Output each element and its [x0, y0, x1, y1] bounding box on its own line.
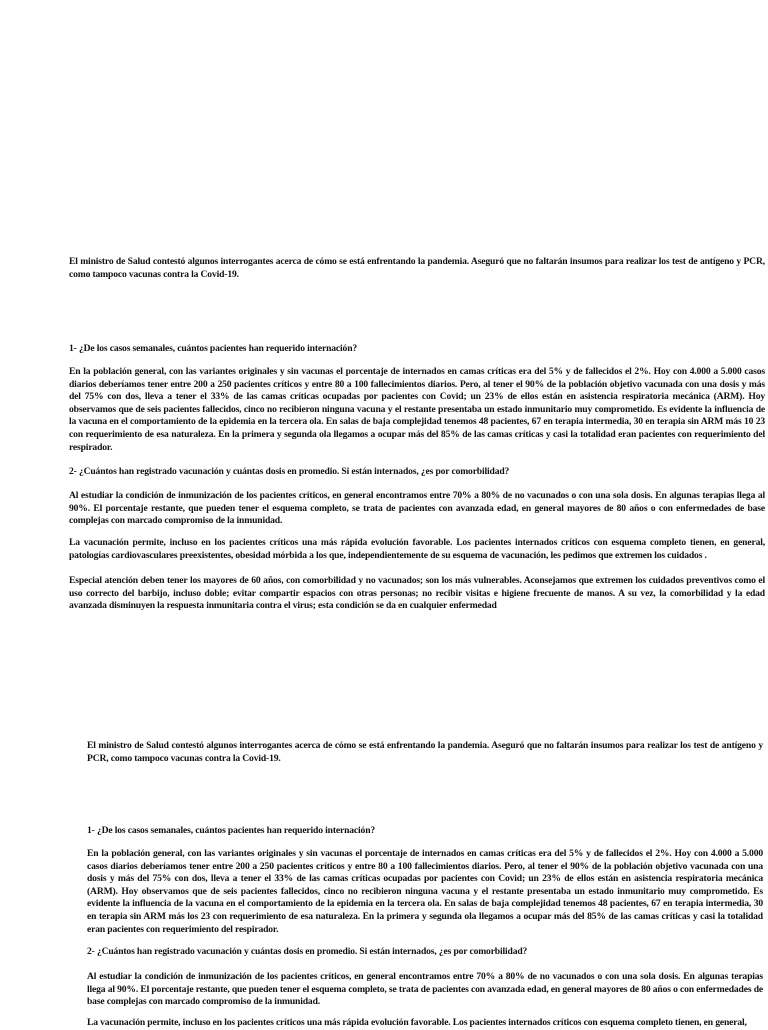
- answer-3-copy: La vacunación permite, incluso en los pacientes críticos una más rápida evolución favorable. Los pacientes internados críticos con esquema completo tienen, en general,: [87, 1017, 747, 1028]
- intro-paragraph: El ministro de Salud contestó algunos interrogantes acerca de cómo se está enfrentando la pandemia. Aseguró que no faltarán insumos para realizar los test de antígeno y PCR, como tampoco vacunas contra la Covid-19.: [69, 256, 765, 280]
- answer-2: Al estudiar la condición de inmunización de los pacientes críticos, en general encontramos entre 70% a 80% de no vacunados o con una sola dosis. En algunas terapias llega al 90%. El porcentaje restante, que pueden tener el esquema completo, se trata de pacientes con avanzada edad, en general mayores de 80 años o con enfermedades de base complejas con marcado compromiso de la inmunidad.: [69, 490, 765, 527]
- question-2: 2- ¿Cuántos han registrado vacunación y cuántas dosis en promedio. Si están internados, ¿es por comorbilidad?: [69, 466, 510, 477]
- answer-4: Especial atención deben tener los mayores de 60 años, con comorbilidad y no vacunados; son los más vulnerables. Aconsejamos que extremen los cuidados preventivos como el uso correcto del barbijo, incluso doble; evitar compartir espacios con otras personas; no recibir visitas e higiene frecuente de manos. A su vez, la comorbilidad y la edad avanzada disminuyen la respuesta inmunitaria contra el virus; esta condición se da en cualquier enfermedad: [69, 575, 765, 612]
- intro-paragraph-copy: El ministro de Salud contestó algunos interrogantes acerca de cómo se está enfrentando la pandemia. Aseguró que no faltarán insumos para realizar los test de antígeno y PCR, como tampoco vacunas contra la Covid-19.: [87, 740, 763, 764]
- question-2-copy: 2- ¿Cuántos han registrado vacunación y cuántas dosis en promedio. Si están internados, ¿es por comorbilidad?: [87, 946, 528, 957]
- answer-3: La vacunación permite, incluso en los pacientes críticos una más rápida evolución favorable. Los pacientes internados críticos con esquema completo tienen, en general, patologías cardiovasculares preexistentes, obesidad mórbida a los que, independientemente de su esquema de vacunación, les pedimos que extremen los cuidados .: [69, 537, 765, 561]
- question-1-copy: 1- ¿De los casos semanales, cuántos pacientes han requerido internación?: [87, 825, 376, 836]
- answer-1: En la población general, con las variantes originales y sin vacunas el porcentaje de internados en camas críticas era del 5% y de fallecidos el 2%. Hoy con 4.000 a 5.000 casos diarios deberíamos tener entre 200 a 250 pacientes críticos y entre 80 a 100 fallecimientos diarios. Pero, al tener el 90% de la población objetivo vacunada con una dosis y más del 75% con dos, lleva a tener el 33% de las camas críticas ocupadas por pacientes con Covid; un 23% de ellos están en asistencia respiratoria mecánica (ARM). Hoy observamos que de seis pacientes fallecidos, cinco no recibieron ninguna vacuna y el restante presentaba un estado inmunitario muy comprometido. Es evidente la influencia de la vacuna en el comportamiento de la epidemia en la tercera ola. En salas de baja complejidad tenemos 48 pacientes, 67 en terapia intermedia, 30 en terapia sin ARM más 10 23 con requerimiento de esa naturaleza. En la primera y segunda ola llegamos a ocupar más del 85% de las camas críticas y casi la totalidad eran pacientes con requerimiento del respirador.: [69, 366, 765, 453]
- answer-2-copy: Al estudiar la condición de inmunización de los pacientes críticos, en general encontramos entre 70% a 80% de no vacunados o con una sola dosis. En algunas terapias llega al 90%. El porcentaje restante, que pueden tener el esquema completo, se trata de pacientes con avanzada edad, en general mayores de 80 años o con enfermedades de base complejas con marcado compromiso de la inmunidad.: [87, 971, 763, 1008]
- answer-1-copy: En la población general, con las variantes originales y sin vacunas el porcentaje de internados en camas críticas era del 5% y de fallecidos el 2%. Hoy con 4.000 a 5.000 casos diarios deberíamos tener entre 200 a 250 pacientes críticos y entre 80 a 100 fallecimientos diarios. Pero, al tener el 90% de la población objetivo vacunada con una dosis y más del 75% con dos, lleva a tener el 33% de las camas críticas ocupadas por pacientes con Covid; un 23% de ellos están en asistencia respiratoria mecánica (ARM). Hoy observamos que de seis pacientes fallecidos, cinco no recibieron ninguna vacuna y el restante presentaba un estado inmunitario muy comprometido. Es evidente la influencia de la vacuna en el comportamiento de la epidemia en la tercera ola. En salas de baja complejidad tenemos 48 pacientes, 67 en terapia intermedia, 30 en terapia sin ARM más los 23 con requerimiento de esa naturaleza. En la primera y segunda ola llegamos a ocupar más del 85% de las camas críticas y casi la totalidad eran pacientes con requerimiento del respirador.: [87, 848, 763, 935]
- question-1: 1- ¿De los casos semanales, cuántos pacientes han requerido internación?: [69, 343, 358, 354]
